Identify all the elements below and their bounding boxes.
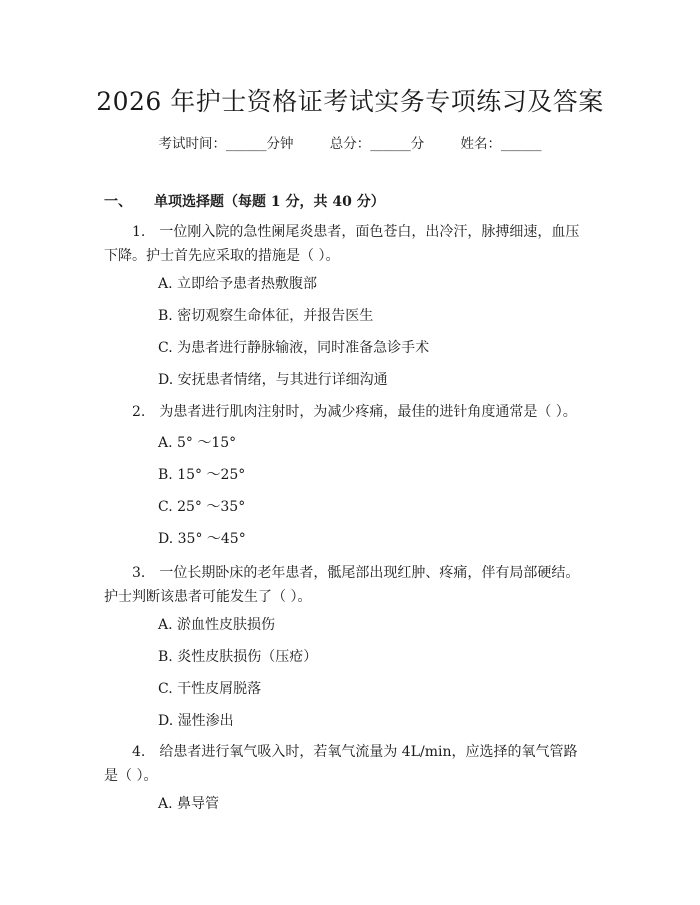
section-title: 单项选择题（每题 1 分，共 40 分） (154, 194, 385, 210)
question-1-option-d: D. 安抚患者情绪，与其进行详细沟通 (158, 372, 388, 388)
question-3-option-b: B. 炎性皮肤损伤（压疮） (158, 649, 318, 665)
section-heading (104, 191, 385, 211)
question-1-option-b: B. 密切观察生命体征，并报告医生 (158, 308, 374, 324)
question-3-option-a: A. 淤血性皮肤损伤 (158, 617, 276, 633)
question-1-option-a: A. 立即给予患者热敷腹部 (158, 276, 318, 292)
question-2-stem: 2. 为患者进行肌肉注射时，为减少疼痛，最佳的进针角度通常是（ ）。 (132, 404, 577, 420)
question-3-option-c: C. 干性皮屑脱落 (158, 681, 262, 697)
question-2-option-a: A. 5° ～15° (158, 435, 237, 451)
question-3-stem: 3. 一位长期卧床的老年患者，骶尾部出现红肿、疼痛，伴有局部硬结。护士判断该患者可能发生了（ ）。 (104, 565, 580, 605)
question-2-option-d: D. 35° ～45° (158, 531, 246, 547)
section-number: 一、 (104, 194, 132, 210)
question-3-option-d: D. 湿性渗出 (158, 713, 234, 729)
exam-time: 考试时间：______分钟 (158, 136, 294, 152)
exam-meta (0, 132, 700, 152)
question-1-stem: 1. 一位刚入院的急性阑尾炎患者，面色苍白，出冷汗，脉搏细速，血压下降。护士首先应采取的措施是（ ）。 (104, 224, 580, 264)
question-2-option-b: B. 15° ～25° (158, 467, 246, 483)
question-4-option-a: A. 鼻导管 (158, 796, 220, 812)
question-1-option-c: C. 为患者进行静脉输液，同时准备急诊手术 (158, 340, 430, 356)
document-title: 2026 年护士资格证考试实务专项练习及答案 (96, 87, 604, 116)
question-4-stem: 4. 给患者进行氧气吸入时，若氧气流量为 4L/min，应选择的氧气管路是（ ）。 (104, 744, 578, 784)
exam-name: 姓名：______ (460, 136, 542, 152)
exam-score: 总分：______分 (329, 136, 425, 152)
question-2-option-c: C. 25° ～35° (158, 499, 246, 515)
